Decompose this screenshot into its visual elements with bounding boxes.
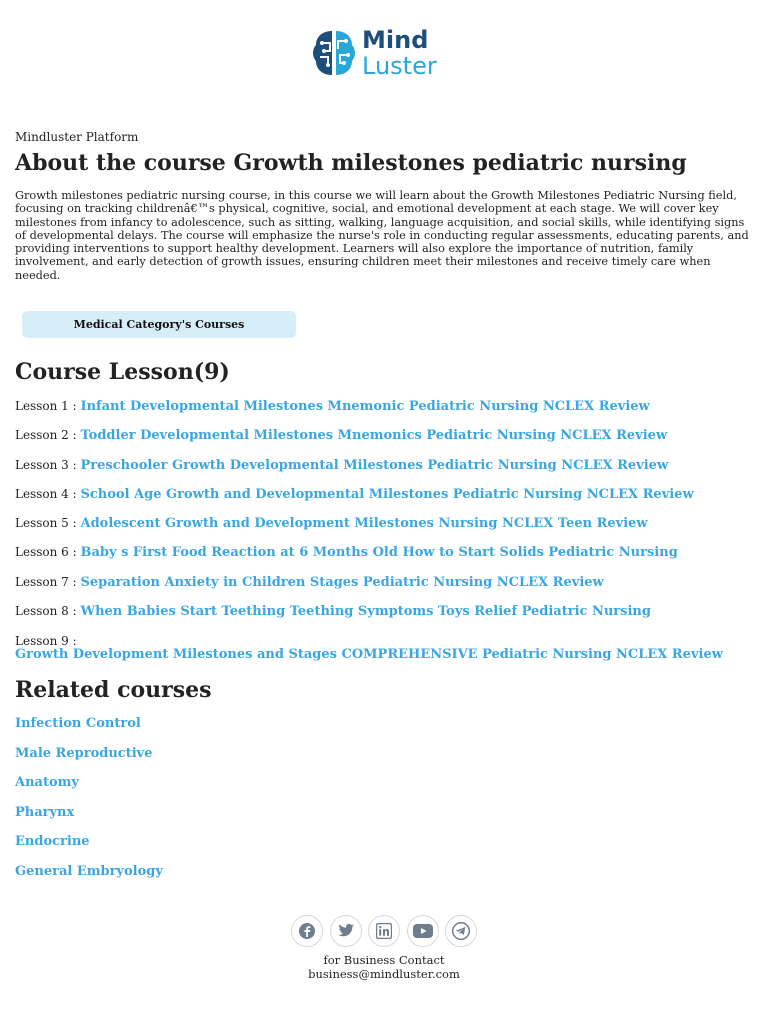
brain-logo-icon bbox=[310, 27, 358, 79]
lesson-item bbox=[15, 399, 650, 414]
lesson-label: Lesson 5 : bbox=[15, 516, 77, 530]
lesson-link[interactable]: Growth Development Milestones and Stages COMPREHENSIVE Pediatric Nursing NCLEX Review bbox=[15, 647, 723, 662]
platform-label: Mindluster Platform bbox=[15, 130, 139, 144]
logo-luster-text: Luster bbox=[362, 52, 437, 80]
lesson-label: Lesson 2 : bbox=[15, 428, 77, 442]
lesson-label: Lesson 7 : bbox=[15, 575, 77, 589]
logo-mind-text: Mind bbox=[362, 26, 429, 54]
telegram-icon[interactable] bbox=[445, 915, 477, 947]
lesson-label: Lesson 3 : bbox=[15, 458, 77, 472]
related-course-link[interactable]: Male Reproductive bbox=[15, 745, 153, 761]
lesson-link[interactable]: Adolescent Growth and Development Milestones Nursing NCLEX Teen Review bbox=[80, 516, 648, 531]
lesson-item bbox=[15, 575, 604, 590]
lesson-link[interactable]: Infant Developmental Milestones Mnemonic Pediatric Nursing NCLEX Review bbox=[80, 399, 650, 414]
related-course-link[interactable]: Anatomy bbox=[15, 775, 79, 791]
lesson-label: Lesson 1 : bbox=[15, 399, 77, 413]
related-courses-list bbox=[15, 716, 163, 894]
lesson-link[interactable]: When Babies Start Teething Teething Symptoms Toys Relief Pediatric Nursing bbox=[80, 604, 651, 619]
lesson-link[interactable]: School Age Growth and Developmental Milestones Pediatric Nursing NCLEX Review bbox=[80, 487, 694, 502]
lesson-link[interactable]: Separation Anxiety in Children Stages Pediatric Nursing NCLEX Review bbox=[80, 575, 604, 590]
lesson-item bbox=[15, 428, 667, 443]
lesson-item bbox=[15, 545, 678, 560]
lesson-item bbox=[15, 516, 648, 531]
page-title: About the course Growth milestones pediatric nursing bbox=[15, 150, 687, 176]
related-course-link[interactable]: Endocrine bbox=[15, 834, 90, 850]
lesson-label: Lesson 6 : bbox=[15, 545, 77, 559]
lesson-label: Lesson 9 : bbox=[15, 634, 77, 648]
lesson-item bbox=[15, 604, 651, 619]
related-course-link[interactable]: Infection Control bbox=[15, 716, 141, 731]
youtube-icon[interactable] bbox=[407, 915, 439, 947]
related-course-link[interactable]: General Embryology bbox=[15, 863, 163, 879]
logo[interactable] bbox=[310, 25, 470, 83]
related-heading: Related courses bbox=[15, 677, 212, 703]
lessons-heading: Course Lesson(9) bbox=[15, 359, 230, 385]
business-email[interactable]: business@mindluster.com bbox=[308, 967, 460, 981]
linkedin-icon[interactable] bbox=[368, 915, 400, 947]
lesson-link[interactable]: Preschooler Growth Developmental Milestones Pediatric Nursing NCLEX Review bbox=[80, 458, 669, 473]
lesson-label: Lesson 4 : bbox=[15, 487, 77, 501]
business-contact-label: for Business Contact bbox=[323, 953, 445, 967]
lesson-label: Lesson 8 : bbox=[15, 604, 77, 618]
lesson-link[interactable]: Toddler Developmental Milestones Mnemonics Pediatric Nursing NCLEX Review bbox=[80, 428, 668, 443]
lesson-item bbox=[15, 487, 694, 502]
twitter-icon[interactable] bbox=[330, 915, 362, 947]
logo-wordmark bbox=[362, 27, 437, 79]
lesson-item bbox=[15, 634, 77, 648]
category-courses-button[interactable]: Medical Category's Courses bbox=[22, 311, 296, 338]
facebook-icon[interactable] bbox=[291, 915, 323, 947]
lesson-link[interactable]: Baby s First Food Reaction at 6 Months Old How to Start Solids Pediatric Nursing bbox=[80, 545, 678, 560]
course-description: Growth milestones pediatric nursing course, in this course we will learn about the Growth Milestones Pediatric Nursing field, focusing on tracking childrenâ€™s physical, cognitive, social, and emotional development at each stage. We will cover key milestones from infancy to adolescence, such as sitting, walking, language acquisition, and social skills, while identifying signs of developmental delays. The course will emphasize the nurse's role in conducting regular assessments, educating parents, and providing interventions to support healthy development. Learners will also explore the importance of nutrition, family involvement, and early detection of growth issues, ensuring children meet their milestones and receive timely care when needed. bbox=[15, 189, 749, 282]
related-course-link[interactable]: Pharynx bbox=[15, 804, 75, 820]
social-links bbox=[291, 915, 481, 947]
lesson-item bbox=[15, 458, 668, 473]
